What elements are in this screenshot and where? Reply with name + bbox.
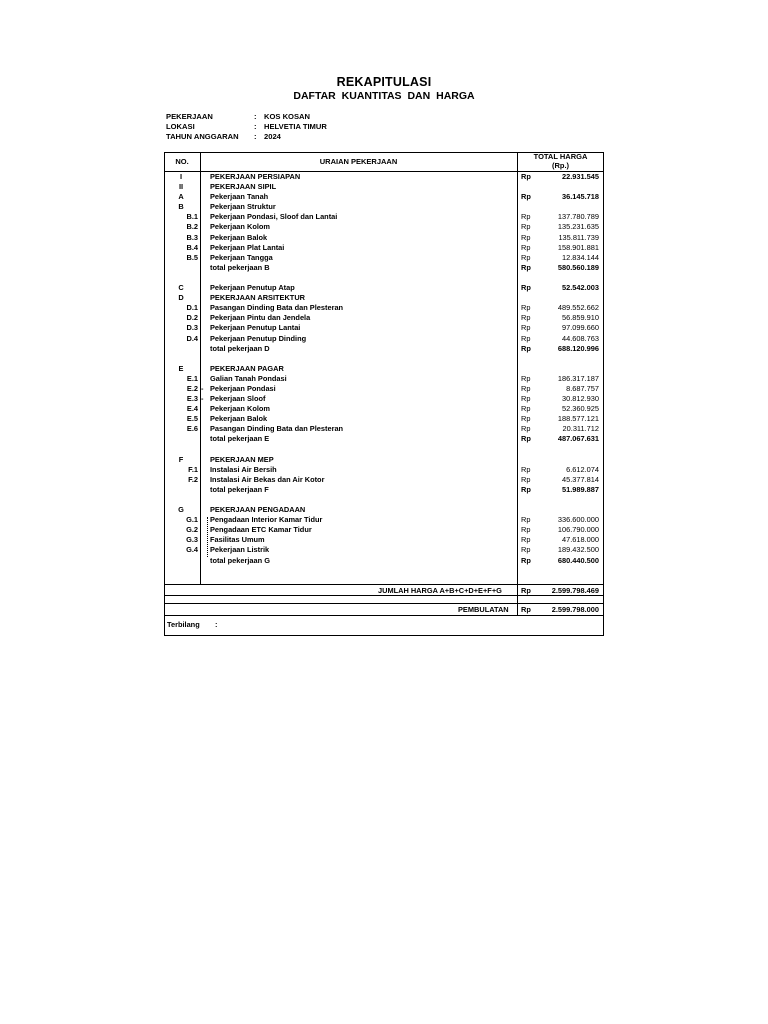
row-description: Pekerjaan Pondasi, Sloof dan Lantai	[210, 212, 338, 222]
row-number: B.4	[186, 242, 198, 252]
row-dash: -	[201, 394, 204, 404]
row-description: Pekerjaan Balok	[210, 232, 268, 242]
row-description: Pekerjaan Kolom	[210, 404, 270, 414]
table-row	[164, 243, 604, 253]
row-currency: Rp	[521, 383, 531, 393]
jumlah-rp: Rp	[521, 586, 531, 595]
table-row	[164, 445, 604, 455]
row-currency: Rp	[521, 172, 531, 181]
row-description: Instalasi Air Bersih	[210, 464, 277, 474]
row-number: B	[178, 202, 184, 212]
table-row	[164, 354, 604, 364]
row-currency: Rp	[521, 535, 531, 545]
row-amount: 106.790.000	[557, 525, 599, 535]
info-label: LOKASI	[166, 122, 195, 131]
row-currency: Rp	[521, 303, 531, 313]
row-currency: Rp	[521, 323, 531, 333]
table-row	[164, 475, 604, 485]
row-currency: Rp	[521, 414, 531, 424]
row-number: C	[178, 283, 184, 293]
table-row	[164, 495, 604, 505]
row-amount: 51.989.887	[562, 484, 599, 494]
row-dash: -	[201, 383, 204, 393]
row-number: B.2	[186, 222, 198, 232]
row-description: total pekerjaan E	[210, 434, 270, 444]
pembulatan-end-line	[164, 615, 604, 616]
row-amount: 135.811.739	[558, 232, 599, 242]
table-row	[164, 222, 604, 232]
row-number: D.2	[186, 313, 198, 323]
row-amount: 97.099.660	[562, 323, 599, 333]
row-amount: 45.377.814	[562, 474, 599, 484]
table-row	[164, 545, 604, 555]
pembulatan-rp: Rp	[521, 605, 531, 614]
row-amount: 52.542.003	[562, 283, 599, 293]
table-row	[164, 263, 604, 273]
row-currency: Rp	[521, 222, 531, 232]
row-currency: Rp	[521, 212, 531, 222]
row-description: total pekerjaan D	[210, 343, 270, 353]
row-currency: Rp	[521, 232, 531, 242]
row-amount: 20.311.712	[562, 424, 599, 434]
table-row	[164, 283, 604, 293]
row-description: total pekerjaan F	[210, 484, 269, 494]
row-currency: Rp	[521, 333, 531, 343]
row-amount: 580.560.189	[557, 262, 599, 272]
row-description: Pasangan Dinding Bata dan Plesteran	[210, 303, 344, 313]
row-currency: Rp	[521, 242, 531, 252]
row-number: D	[178, 293, 184, 303]
row-currency: Rp	[521, 545, 531, 555]
table-row	[164, 293, 604, 303]
row-description: PEKERJAAN ARSITEKTUR	[210, 293, 305, 303]
table-row	[164, 455, 604, 465]
row-number: G.3	[186, 535, 198, 545]
table-body	[164, 172, 604, 566]
row-description: Pekerjaan Tangga	[210, 252, 273, 262]
table-row	[164, 323, 604, 333]
row-description: PEKERJAAN PENGADAAN	[210, 505, 306, 515]
row-number: E.2	[186, 383, 198, 393]
row-description: Pekerjaan Pintu dan Jendela	[210, 313, 311, 323]
row-amount: 44.608.763	[562, 333, 599, 343]
row-number: G.2	[186, 525, 198, 535]
row-description: PEKERJAAN PERSIAPAN	[210, 172, 301, 181]
table-row	[164, 374, 604, 384]
project-info	[166, 112, 327, 142]
table-row	[164, 192, 604, 202]
table-row	[164, 182, 604, 192]
table-row	[164, 273, 604, 283]
table-row	[164, 344, 604, 354]
row-amount: 688.120.996	[557, 343, 599, 353]
row-currency: Rp	[521, 343, 531, 353]
row-description: Pekerjaan Penutup Dinding	[210, 333, 307, 343]
row-number: F	[178, 454, 184, 464]
table-row	[164, 525, 604, 535]
table-row	[164, 212, 604, 222]
row-number: B.3	[186, 232, 198, 242]
info-value: HELVETIA TIMUR	[264, 122, 327, 131]
row-description: Instalasi Air Bekas dan Air Kotor	[210, 474, 325, 484]
table-row	[164, 434, 604, 444]
table-row	[164, 384, 604, 394]
row-amount: 36.145.718	[562, 192, 599, 202]
table-row	[164, 465, 604, 475]
row-description: Pasangan Dinding Bata dan Plesteran	[210, 424, 344, 434]
row-currency: Rp	[521, 515, 531, 525]
info-value: 2024	[264, 132, 281, 141]
row-description: PEKERJAAN SIPIL	[210, 182, 277, 192]
row-description: total pekerjaan B	[210, 262, 270, 272]
row-number: D.4	[186, 333, 198, 343]
blank-row-line	[164, 603, 604, 604]
row-description: Pengadaan Interior Kamar Tidur	[210, 515, 323, 525]
row-amount: 6.612.074	[566, 464, 599, 474]
info-label: PEKERJAAN	[166, 112, 213, 121]
info-value: KOS KOSAN	[264, 112, 310, 121]
project-info-row	[166, 122, 327, 132]
row-amount: 189.432.500	[557, 545, 599, 555]
row-description: PEKERJAAN PAGAR	[210, 363, 284, 373]
terbilang-colon: :	[215, 620, 218, 629]
row-number: E.4	[186, 404, 198, 414]
terbilang-label: Terbilang	[167, 620, 200, 629]
table-row	[164, 233, 604, 243]
header-rp-unit: (Rp.)	[551, 161, 570, 170]
info-colon: :	[254, 132, 257, 141]
row-number: D.1	[186, 303, 198, 313]
project-info-row	[166, 132, 327, 142]
table-row	[164, 394, 604, 404]
info-colon: :	[254, 112, 257, 121]
row-amount: 680.440.500	[557, 555, 599, 565]
row-currency: Rp	[521, 464, 531, 474]
table-row	[164, 556, 604, 566]
row-description: Pekerjaan Balok	[210, 414, 268, 424]
row-number: B.5	[186, 252, 198, 262]
info-label: TAHUN ANGGARAN	[166, 132, 239, 141]
document-title: REKAPITULASI	[336, 75, 432, 89]
row-description: Pekerjaan Penutup Atap	[210, 283, 295, 293]
row-number: E.5	[186, 414, 198, 424]
row-number: E.1	[186, 373, 198, 383]
row-number: E.6	[186, 424, 198, 434]
row-amount: 186.317.187	[557, 373, 599, 383]
table-row	[164, 505, 604, 515]
header-no: NO.	[175, 157, 189, 166]
row-amount: 47.618.000	[562, 535, 599, 545]
row-number: A	[178, 192, 184, 202]
row-number: I	[179, 172, 183, 181]
row-number: II	[178, 182, 184, 192]
row-currency: Rp	[521, 555, 531, 565]
row-currency: Rp	[521, 424, 531, 434]
jumlah-amount: 2.599.798.469	[551, 586, 599, 595]
row-number: E	[178, 363, 184, 373]
col-divider-rp-lower	[517, 584, 518, 616]
pembulatan-amount: 2.599.798.000	[551, 605, 599, 614]
row-number: F.1	[188, 464, 198, 474]
row-description: Pekerjaan Sloof	[210, 394, 266, 404]
row-description: Pekerjaan Penutup Lantai	[210, 323, 301, 333]
table-row	[164, 334, 604, 344]
table-row	[164, 404, 604, 414]
row-currency: Rp	[521, 283, 531, 293]
table-row	[164, 364, 604, 374]
row-description: Pengadaan ETC Kamar Tidur	[210, 525, 312, 535]
table-row	[164, 515, 604, 525]
document-subtitle: DAFTAR KUANTITAS DAN HARGA	[293, 90, 475, 102]
row-number: E.3	[186, 394, 198, 404]
table-row	[164, 313, 604, 323]
row-description: Pekerjaan Kolom	[210, 222, 270, 232]
row-description: Pekerjaan Struktur	[210, 202, 276, 212]
row-description: Pekerjaan Plat Lantai	[210, 242, 285, 252]
table-row	[164, 253, 604, 263]
table-row	[164, 172, 604, 182]
row-currency: Rp	[521, 394, 531, 404]
info-colon: :	[254, 122, 257, 131]
row-description: Fasilitas Umum	[210, 535, 265, 545]
row-amount: 52.360.925	[562, 404, 599, 414]
row-amount: 12.834.144	[562, 252, 599, 262]
table-row	[164, 535, 604, 545]
row-amount: 135.231.635	[557, 222, 599, 232]
row-currency: Rp	[521, 262, 531, 272]
jumlah-end-line	[164, 595, 604, 596]
row-number: G.4	[186, 545, 198, 555]
row-number: G.1	[186, 515, 198, 525]
project-info-row	[166, 112, 327, 122]
row-description: Galian Tanah Pondasi	[210, 373, 287, 383]
row-number: D.3	[186, 323, 198, 333]
row-amount: 22.931.545	[562, 172, 599, 181]
row-amount: 489.552.662	[557, 303, 599, 313]
row-currency: Rp	[521, 404, 531, 414]
jumlah-label: JUMLAH HARGA A+B+C+D+E+F+G	[378, 586, 502, 595]
row-amount: 8.687.757	[566, 383, 599, 393]
row-currency: Rp	[521, 434, 531, 444]
table-row	[164, 303, 604, 313]
row-number: G	[178, 505, 184, 515]
row-description: Pekerjaan Pondasi	[210, 383, 276, 393]
row-currency: Rp	[521, 474, 531, 484]
row-amount: 137.780.789	[557, 212, 599, 222]
row-amount: 188.577.121	[557, 414, 599, 424]
row-currency: Rp	[521, 252, 531, 262]
row-amount: 56.859.910	[562, 313, 599, 323]
row-currency: Rp	[521, 192, 531, 202]
table-row	[164, 485, 604, 495]
row-amount: 158.901.881	[557, 242, 599, 252]
row-currency: Rp	[521, 525, 531, 535]
body-end-line	[164, 584, 604, 585]
row-currency: Rp	[521, 484, 531, 494]
pembulatan-label: PEMBULATAN	[458, 605, 509, 614]
row-amount: 30.812.930	[562, 394, 599, 404]
table-row	[164, 202, 604, 212]
row-description: PEKERJAAN MEP	[210, 454, 274, 464]
row-description: total pekerjaan G	[210, 555, 270, 565]
row-number: F.2	[188, 474, 198, 484]
row-amount: 487.067.631	[557, 434, 599, 444]
table-row	[164, 424, 604, 434]
row-amount: 336.600.000	[557, 515, 599, 525]
row-description: Pekerjaan Listrik	[210, 545, 270, 555]
row-number: B.1	[186, 212, 198, 222]
row-currency: Rp	[521, 313, 531, 323]
table-row	[164, 414, 604, 424]
row-currency: Rp	[521, 373, 531, 383]
header-uraian: URAIAN PEKERJAAN	[319, 157, 398, 166]
header-total-harga: TOTAL HARGA	[533, 152, 588, 161]
row-description: Pekerjaan Tanah	[210, 192, 269, 202]
